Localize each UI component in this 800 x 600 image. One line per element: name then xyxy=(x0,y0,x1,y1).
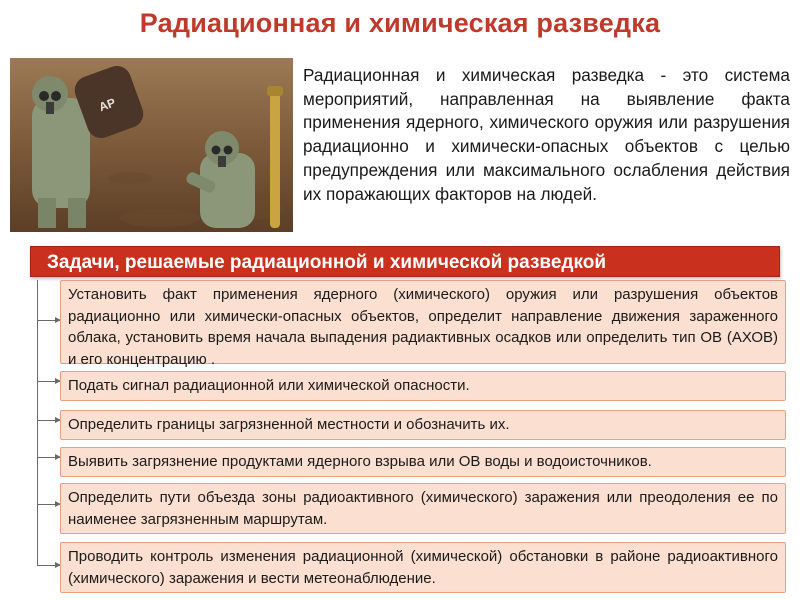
task-item: Проводить контроль изменения радиационной (химической) обстановки в районе радиоактивного (химического) заражения и вести метеонаблюдение. xyxy=(60,542,786,593)
arrow-icon xyxy=(37,457,60,458)
task-item: Определить пути объезда зоны радиоактивного (химического) заражения или преодоления ее по наименее загрязненным маршрутам. xyxy=(60,483,786,534)
arrow-icon xyxy=(37,565,60,566)
tasks-heading-banner xyxy=(30,246,780,277)
task-item: Установить факт применения ядерного (химического) оружия или разрушения объектов радиационно или химически-опасных объектов, определит направление движения зараженного облака, установить время начала выпадения радиактивных осадков или определить тип ОВ (АХОВ) и его концентрацию . xyxy=(60,280,786,364)
task-item: Подать сигнал радиационной или химической опасности. xyxy=(60,371,786,401)
arrow-icon xyxy=(37,320,60,321)
arrow-icon xyxy=(37,420,60,421)
connector-line xyxy=(37,280,38,566)
task-item: Выявить загрязнение продуктами ядерного взрыва или ОВ воды и водоисточников. xyxy=(60,447,786,477)
tasks-heading: Задачи, решаемые радиационной и химической разведкой xyxy=(47,252,607,273)
bag-stencil-text: AP xyxy=(96,95,118,115)
arrow-icon xyxy=(37,504,60,505)
reconnaissance-photo xyxy=(10,58,293,232)
page-title: Радиационная и химическая разведка xyxy=(139,8,661,38)
marker-pole xyxy=(270,88,280,228)
arrow-icon xyxy=(37,381,60,382)
intro-paragraph: Радиационная и химическая разведка - это система мероприятий, направленная на выявление факта применения ядерного, химического оружия или разрушения радиационно и химически-опасных объектов с целью предупреждения или максимального ослабления действия их поражающих факторов на людей. xyxy=(303,65,790,204)
task-item: Определить границы загрязненной местности и обозначить их. xyxy=(60,410,786,440)
